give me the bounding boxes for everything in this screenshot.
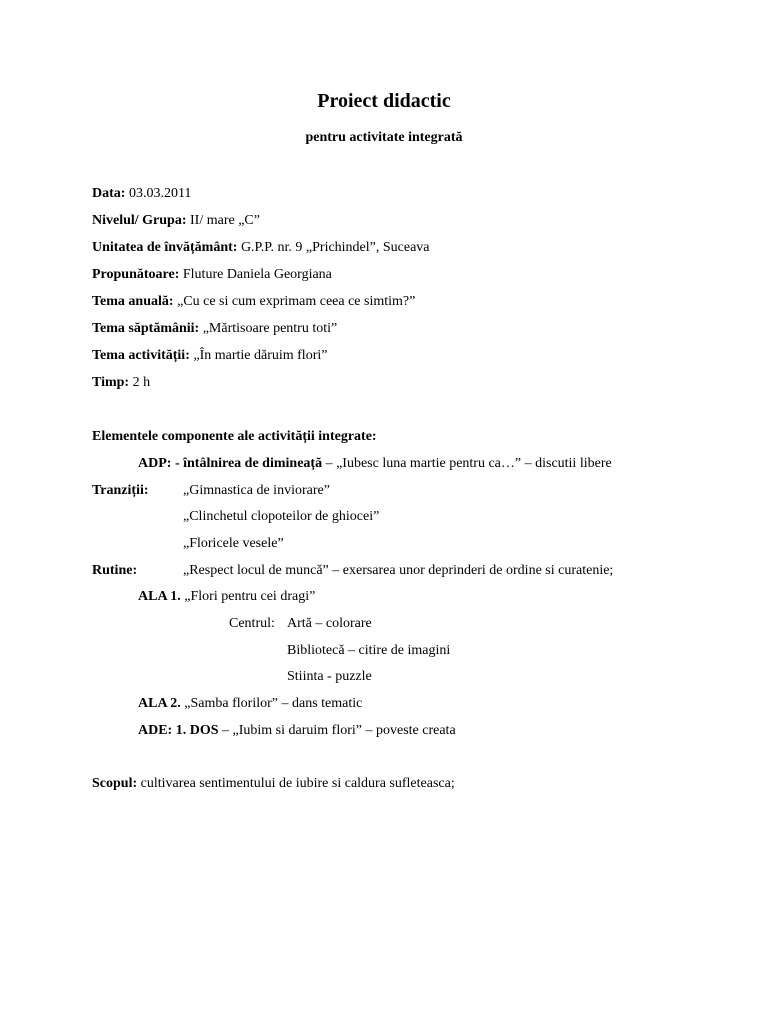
tranzitie-item: „Gimnastica de inviorare”	[183, 483, 330, 498]
scopul-line: Scopul: cultivarea sentimentului de iubire si caldura sufleteasca;	[92, 776, 455, 791]
rutine-text: „Respect locul de muncă” – exersarea unor deprinderi de ordine si curatenie;	[183, 563, 614, 578]
document-subtitle: pentru activitate integrată	[305, 130, 463, 145]
ala2-line: ALA 2. „Samba florilor” – dans tematic	[138, 696, 363, 711]
centrul-item: Bibliotecă – citire de imagini	[287, 643, 451, 658]
info-date: Data: 03.03.2011	[92, 186, 192, 201]
tranzitie-item: „Floricele vesele”	[183, 536, 284, 551]
info-school: Unitatea de învățământ: G.P.P. nr. 9 „Prichindel”, Suceava	[92, 240, 430, 255]
ala1-line: ALA 1. „Flori pentru cei dragi”	[138, 589, 316, 604]
centrul-item: Artă – colorare	[287, 616, 372, 631]
info-weekly-theme: Tema săptămânii: „Mărtisoare pentru toti”	[92, 321, 338, 336]
info-annual-theme: Tema anuală: „Cu ce si cum exprimam ceea ce simtim?”	[92, 294, 416, 309]
ade-line: ADE: 1. DOS – „Iubim si daruim flori” – poveste creata	[138, 723, 456, 738]
centrul-item: Stiinta - puzzle	[287, 669, 372, 684]
rutine-label: Rutine:	[92, 563, 138, 578]
info-time: Timp: 2 h	[92, 375, 151, 390]
tranzitii-label: Tranziții:	[92, 483, 149, 498]
info-level-group: Nivelul/ Grupa: II/ mare „C”	[92, 213, 260, 228]
elements-heading: Elementele componente ale activității integrate:	[92, 429, 377, 444]
tranzitie-item: „Clinchetul clopoteilor de ghiocei”	[183, 509, 380, 524]
document-title: Proiect didactic	[317, 90, 451, 112]
centrul-label: Centrul:	[229, 616, 275, 631]
info-activity-theme: Tema activității: „În martie dăruim flori”	[92, 348, 328, 363]
adp-line: ADP: - întâlnirea de dimineață – „Iubesc luna martie pentru ca…” – discutii libere	[138, 456, 612, 471]
info-teacher: Propunătoare: Fluture Daniela Georgiana	[92, 267, 332, 282]
